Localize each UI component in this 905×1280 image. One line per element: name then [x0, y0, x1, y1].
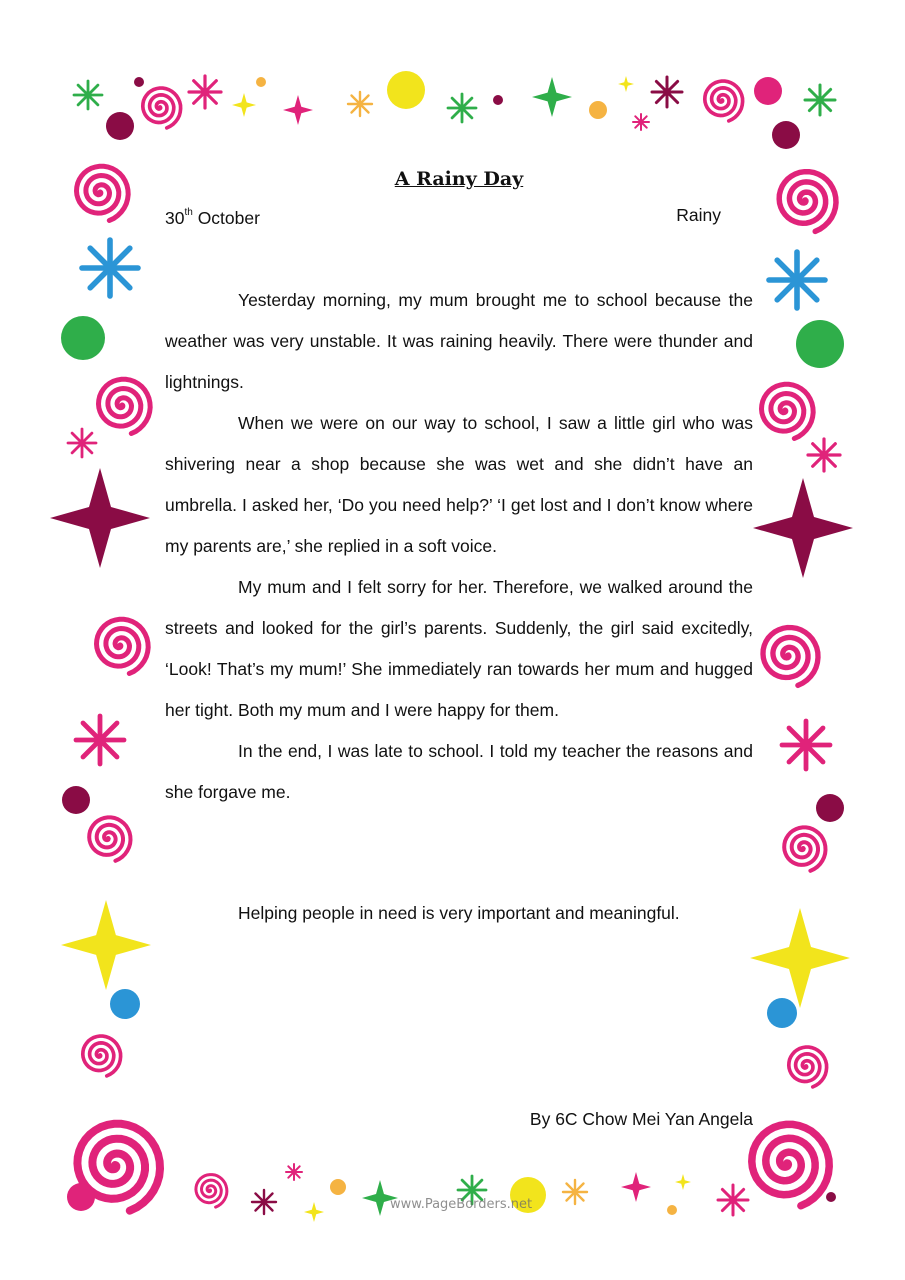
moral-sentence: Helping people in need is very important and meaningful.: [238, 903, 680, 923]
spiral-decoration: [97, 619, 149, 673]
sparkle-decoration: [618, 76, 634, 92]
dot-decoration: [62, 786, 90, 814]
dot-decoration: [134, 77, 144, 87]
sparkle-decoration: [50, 468, 150, 568]
dot-decoration: [772, 121, 800, 149]
dot-decoration: [493, 95, 503, 105]
dot-decoration: [110, 989, 140, 1019]
starburst-center: [357, 101, 363, 107]
spiral-decoration: [83, 1036, 121, 1076]
diary-body: [165, 280, 753, 813]
starburst-center: [459, 105, 466, 112]
starburst-center: [572, 1189, 578, 1195]
spiral-decoration: [705, 81, 743, 121]
dot-decoration: [826, 1192, 836, 1202]
starburst-center: [201, 88, 209, 96]
starburst-center: [469, 1187, 476, 1194]
dot-decoration: [816, 794, 844, 822]
starburst-center: [79, 440, 86, 447]
sparkle-decoration: [532, 77, 572, 117]
dot-decoration: [767, 998, 797, 1028]
paragraph: When we were on our way to school, I saw a little girl who was shivering near a shop because she was wet and she didn’t have an umbrella. I asked her, ‘Do you need help?’ ‘I get lost and I don’t know where my parents are,’ she replied in a soft voice.: [165, 413, 753, 556]
starburst-center: [663, 88, 671, 96]
starburst-center: [800, 739, 812, 751]
dot-decoration: [256, 77, 266, 87]
starburst-center: [94, 734, 106, 746]
spiral-decoration: [789, 1047, 827, 1087]
dot-decoration: [330, 1179, 346, 1195]
dot-decoration: [387, 71, 425, 109]
paragraph: Yesterday morning, my mum brought me to school because the weather was very unstable. It was raining heavily. There were thunder and lightnings.: [165, 290, 753, 392]
starburst-center: [103, 261, 117, 275]
spiral-decoration: [784, 827, 825, 870]
dot-decoration: [667, 1205, 677, 1215]
starburst-center: [790, 273, 804, 287]
weather-label: Rainy: [676, 205, 721, 225]
author-signature: By 6C Chow Mei Yan Angela: [529, 1109, 753, 1129]
border-watermark: www.PageBorders.net: [390, 1197, 533, 1212]
starburst-center: [85, 92, 92, 99]
dot-decoration: [106, 112, 134, 140]
spiral-decoration: [143, 88, 181, 128]
starburst-center: [820, 451, 828, 459]
spiral-decoration: [779, 172, 836, 232]
starburst-center: [729, 1196, 737, 1204]
spiral-decoration: [77, 166, 129, 220]
spiral-decoration: [762, 384, 814, 438]
paragraph: My mum and I felt sorry for her. Therefore, we walked around the streets and looked for the girl’s parents. Suddenly, the girl said excitedly, ‘Look! That’s my mum!’ She immediately ran towards her mum and hugged her tight. Both my mum and I were happy for them.: [165, 577, 753, 720]
sparkle-decoration: [750, 908, 850, 1008]
document-title: A Rainy Day: [394, 168, 524, 190]
sparkle-decoration: [283, 95, 313, 125]
sparkle-decoration: [232, 93, 256, 117]
starburst-center: [261, 1199, 267, 1205]
paragraph: In the end, I was late to school. I told my teacher the reasons and she forgave me.: [165, 741, 753, 802]
spiral-decoration: [99, 379, 151, 433]
date: 30th October: [165, 207, 260, 228]
dot-decoration: [67, 1183, 95, 1211]
starburst-center: [816, 96, 824, 104]
dot-decoration: [61, 316, 105, 360]
dot-decoration: [796, 320, 844, 368]
sparkle-decoration: [753, 478, 853, 578]
starburst-center: [639, 120, 643, 124]
sparkle-decoration: [675, 1174, 691, 1190]
spiral-decoration: [196, 1175, 227, 1208]
sparkle-decoration: [621, 1172, 651, 1202]
sparkle-decoration: [61, 900, 151, 990]
spiral-decoration: [752, 1124, 829, 1205]
spiral-decoration: [763, 628, 818, 686]
date-weather-line: [165, 203, 753, 227]
sparkle-decoration: [304, 1202, 324, 1222]
dot-decoration: [589, 101, 607, 119]
dot-decoration: [754, 77, 782, 105]
spiral-decoration: [89, 817, 130, 860]
starburst-center: [292, 1170, 296, 1174]
